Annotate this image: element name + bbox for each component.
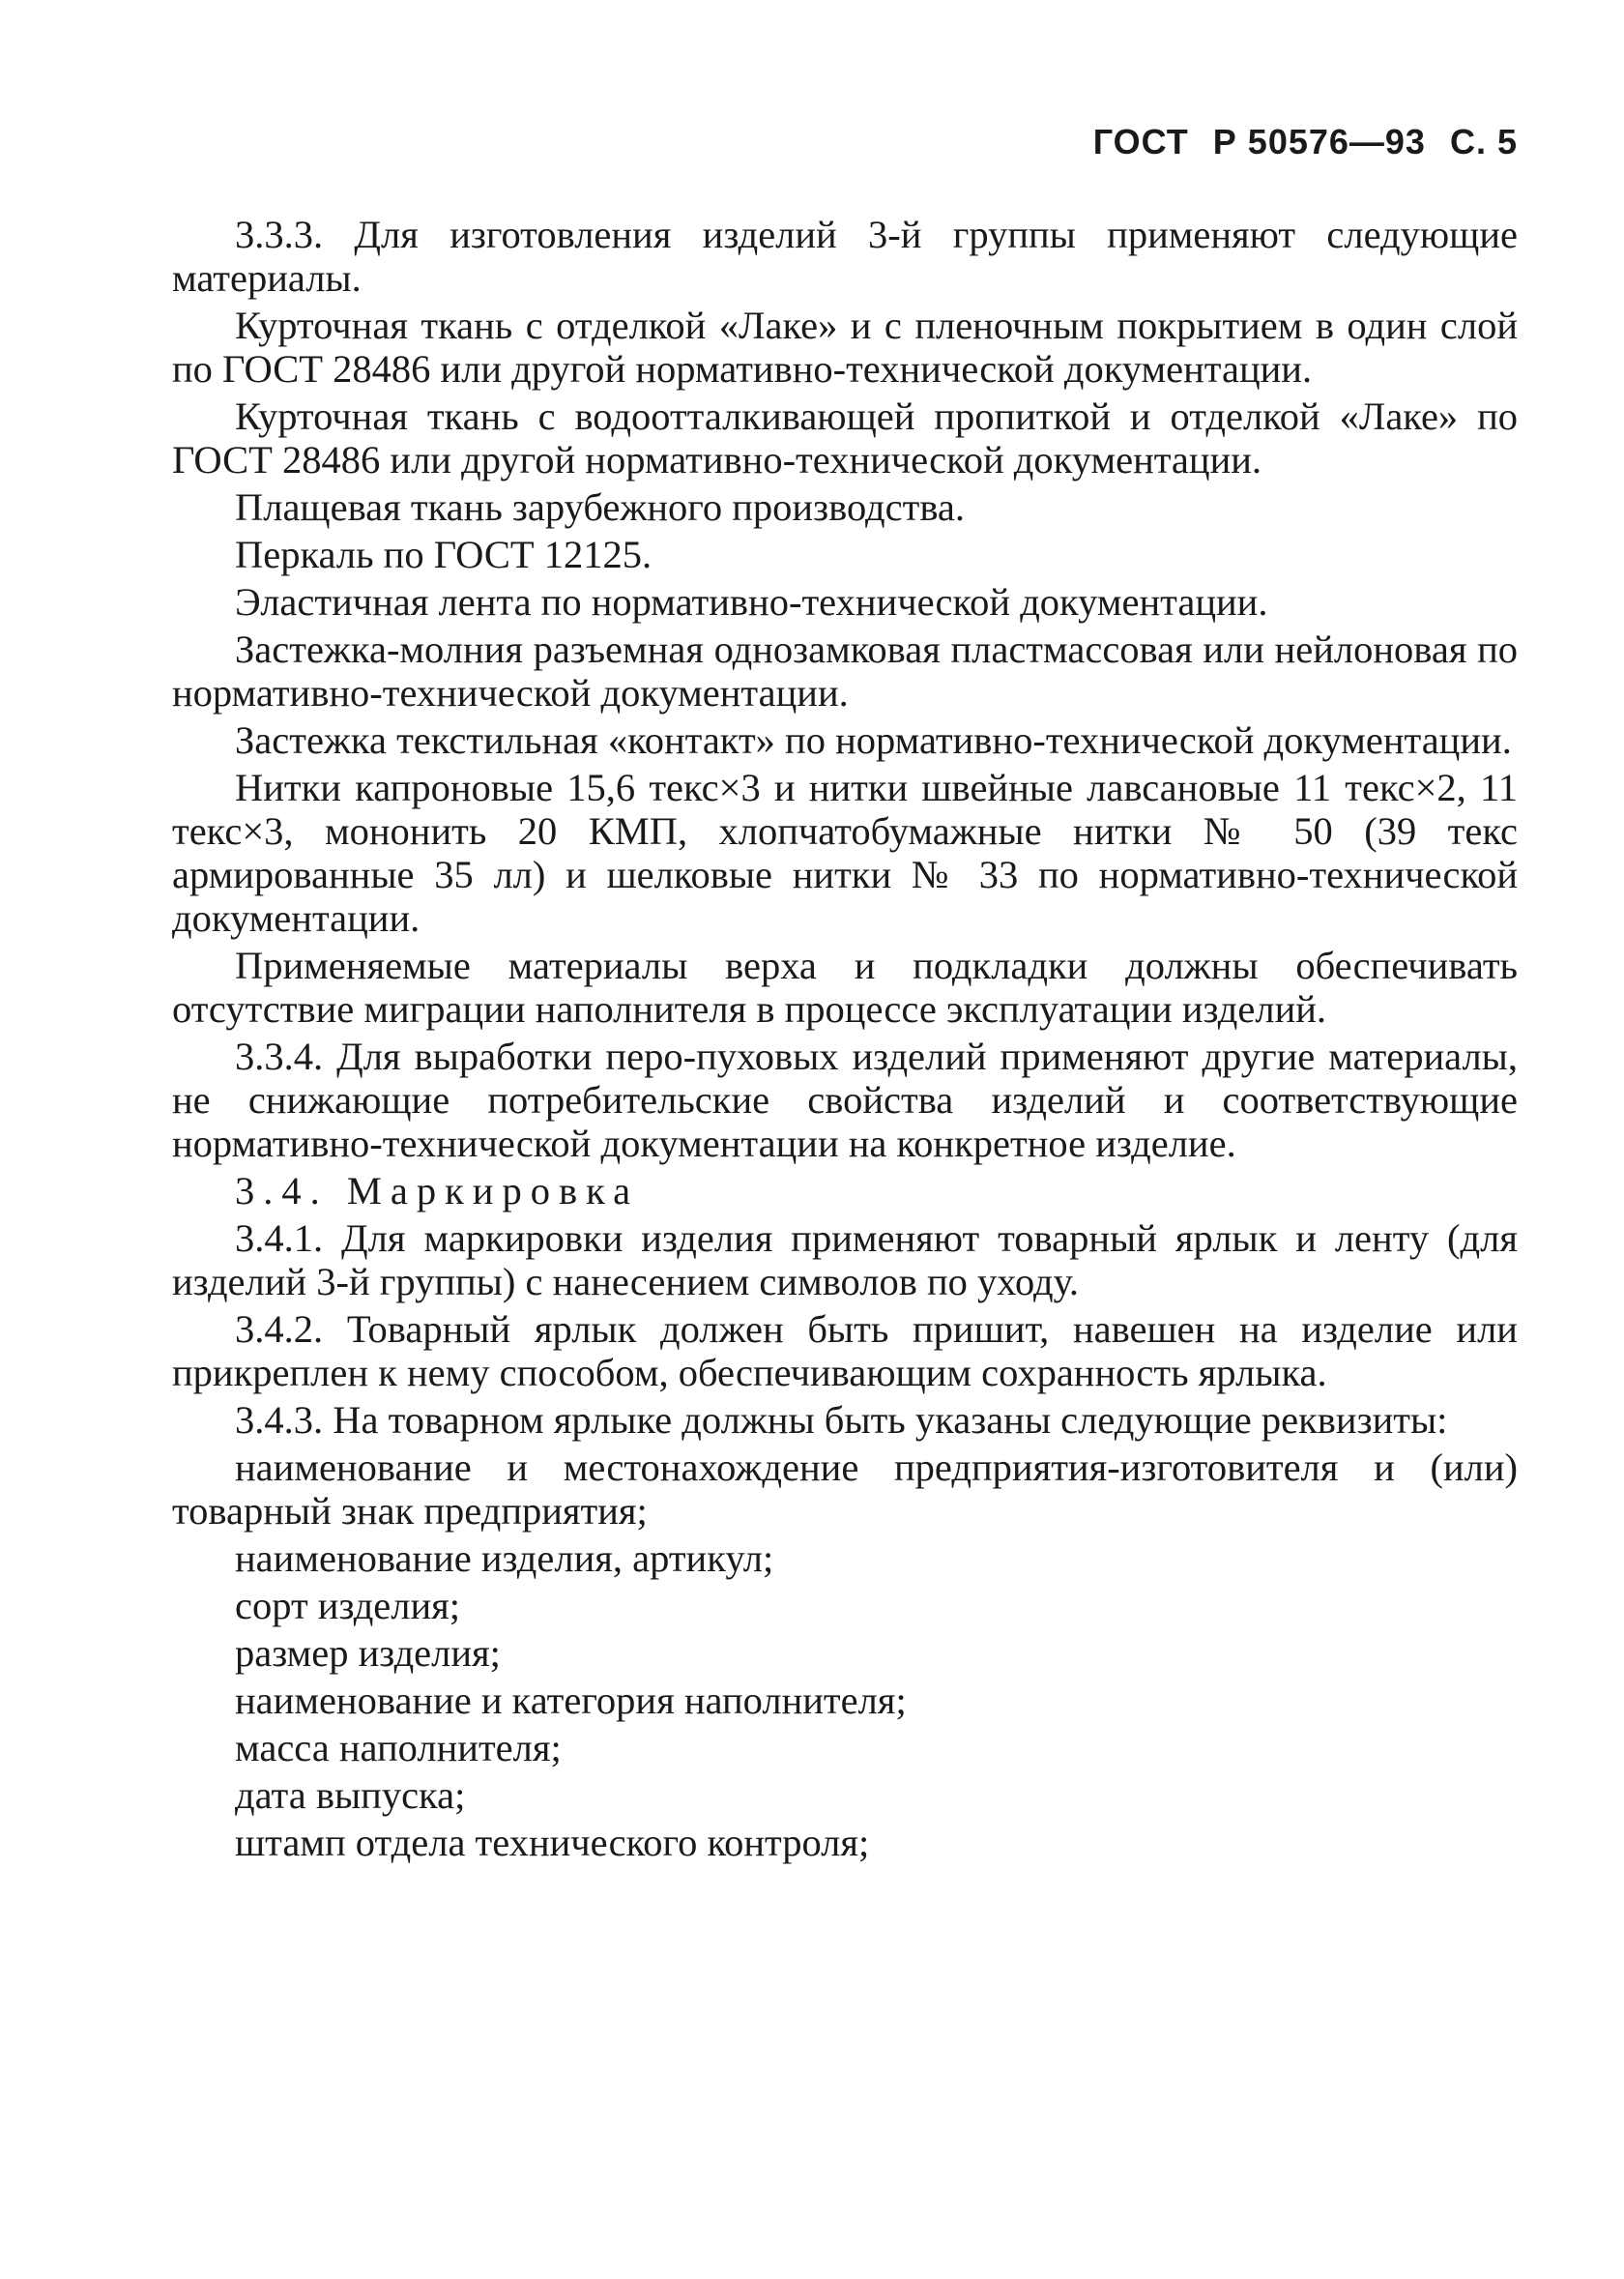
paragraph-threads: Нитки капроновые 15,6 текс×3 и нитки швейные лавсановые 11 текс×2, 11 текс×3, мононить 20 КМП, хлопчатобумажные нитки № 50 (39 текс армированные 35 лл) и шелковые нитки № 33 по нормативно-технической документации. bbox=[172, 766, 1518, 940]
list-item: штамп отдела технического контроля; bbox=[235, 1821, 870, 1864]
paragraph-raincoat-fabric: Плащевая ткань зарубежного производства. bbox=[235, 485, 966, 529]
list-item: наименование изделия, артикул; bbox=[235, 1536, 774, 1580]
document-body bbox=[172, 213, 1518, 1868]
section-heading-marking: 3.4. Маркировка bbox=[235, 1169, 640, 1213]
header-code: Р 50576—93 bbox=[1212, 122, 1426, 161]
paragraph-jacket-fabric-lacquer: Курточная ткань с отделкой «Лаке» и с пленочным покрытием в один слой по ГОСТ 28486 или другой нормативно-технической документации. bbox=[172, 304, 1518, 391]
paragraph-materials-requirement: Применяемые материалы верха и подкладки должны обеспечивать отсутствие миграции наполнителя в процессе эксплуатации изделий. bbox=[172, 944, 1518, 1031]
list-item: размер изделия; bbox=[235, 1631, 501, 1675]
list-item: дата выпуска; bbox=[235, 1773, 466, 1817]
paragraph-elastic-tape: Эластичная лента по нормативно-технической документации. bbox=[235, 580, 1268, 624]
paragraph-zipper: Застежка-молния разъемная однозамковая пластмассовая или нейлоновая по нормативно-технической документации. bbox=[172, 628, 1518, 715]
paragraph-percale: Перкаль по ГОСТ 12125. bbox=[235, 533, 652, 576]
header-page-number: С. 5 bbox=[1449, 122, 1518, 161]
clause-3-4-2: 3.4.2. Товарный ярлык должен быть пришит, навешен на изделие или прикреплен к нему способом, обеспечивающим сохранность ярлыка. bbox=[172, 1307, 1518, 1394]
clause-3-3-4: 3.3.4. Для выработки перо-пуховых изделий применяют другие материалы, не снижающие потребительские свойства изделий и соответствующие нормативно-технической документации на конкретное изделие. bbox=[172, 1035, 1518, 1165]
clause-3-4-3: 3.4.3. На товарном ярлыке должны быть указаны следующие реквизиты: bbox=[235, 1398, 1448, 1442]
list-item: сорт изделия; bbox=[235, 1584, 461, 1627]
label-requisites-list bbox=[172, 1536, 1518, 1864]
paragraph-textile-fastener: Застежка текстильная «контакт» по нормативно-технической документации. bbox=[235, 718, 1512, 762]
list-item: наименование и категория наполнителя; bbox=[235, 1679, 907, 1722]
label-requisite-manufacturer: наименование и местонахождение предприятия-изготовителя и (или) товарный знак предприятия; bbox=[172, 1446, 1518, 1533]
clause-3-4-1: 3.4.1. Для маркировки изделия применяют товарный ярлык и ленту (для изделий 3-й группы) с нанесением символов по уходу. bbox=[172, 1216, 1518, 1303]
paragraph-jacket-fabric-water-repellent: Курточная ткань с водоотталкивающей пропиткой и отделкой «Лаке» по ГОСТ 28486 или другой нормативно-технической документации. bbox=[172, 394, 1518, 482]
list-item: масса наполнителя; bbox=[235, 1726, 562, 1769]
header-standard: ГОСТ bbox=[1092, 122, 1189, 161]
clause-3-3-3: 3.3.3. Для изготовления изделий 3-й группы применяют следующие материалы. bbox=[172, 213, 1518, 300]
page-header bbox=[1093, 122, 1518, 162]
